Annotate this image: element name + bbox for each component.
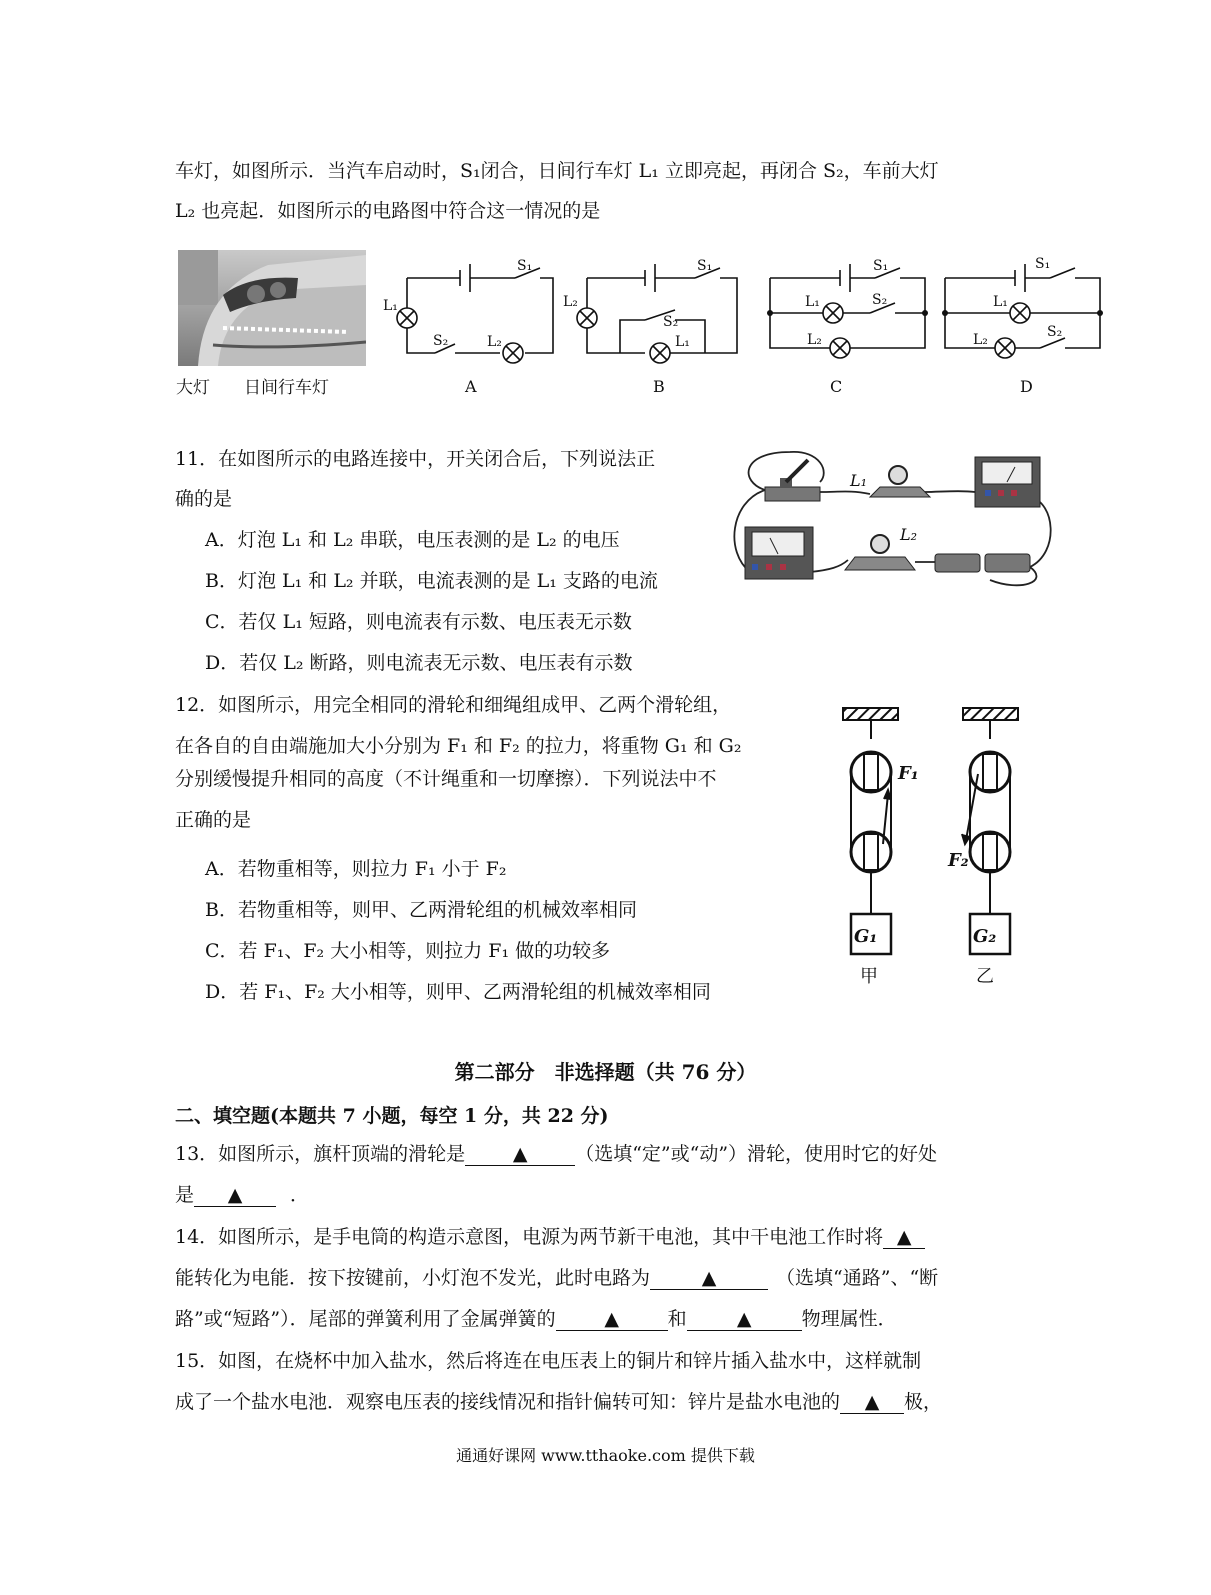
b-l2-label: L₂ (563, 294, 578, 310)
q13-line-1: 13．如图所示，旗杆顶端的滑轮是 ▲ （选填“定”或“动”）滑轮，使用时它的好处 (175, 1143, 938, 1165)
d-s2-label: S₂ (1047, 324, 1063, 340)
q15-blank-1[interactable]: ▲ (840, 1391, 904, 1414)
q14-blank-1[interactable]: ▲ (883, 1226, 925, 1249)
page-footer: 通通好课网 www.tthaoke.com 提供下载 (456, 1446, 755, 1465)
c-l1-label: L₁ (805, 294, 820, 310)
q12-fig-yi: 乙 (976, 966, 994, 987)
circuit-options-figure (375, 248, 1115, 398)
a-l2-label: L₂ (487, 334, 502, 350)
q15-line-1: 15．如图，在烧杯中加入盐水，然后将连在电压表上的铜片和锌片插入盐水中，这样就制 (175, 1350, 922, 1372)
car-headlight-photo (178, 250, 366, 366)
option-d-label: D (1020, 377, 1033, 396)
pulley-system-jia (843, 708, 898, 954)
d-l1-label: L₁ (993, 294, 1008, 310)
b-l1-label: L₁ (675, 334, 690, 350)
q12-option-b: B．若物重相等，则甲、乙两滑轮组的机械效率相同 (205, 899, 637, 921)
intro-line-2: L₂ 也亮起．如图所示的电路图中符合这一情况的是 (175, 200, 601, 222)
q12-stem-1: 12．如图所示，用完全相同的滑轮和细绳组成甲、乙两个滑轮组， (175, 694, 732, 716)
q12-option-d: D．若 F₁、F₂ 大小相等，则甲、乙两滑轮组的机械效率相同 (205, 981, 711, 1003)
q11-ammeter (745, 527, 813, 579)
q14-line-1: 14．如图所示，是手电筒的构造示意图，电源为两节新干电池，其中干电池工作时将 ▲ (175, 1224, 925, 1250)
a-s2-label: S₂ (433, 333, 449, 349)
q11-batteries (935, 554, 1030, 572)
part2-title: 第二部分 非选择题（共 76 分） (454, 1060, 757, 1084)
q11-fig-l1: L₁ (850, 471, 868, 490)
q11-voltmeter (975, 457, 1040, 507)
c-s1-label: S₁ (873, 258, 889, 274)
q11-stem-1: 11．在如图所示的电路连接中，开关闭合后，下列说法正 (175, 448, 656, 470)
q14-line-2: 能转化为电能．按下按键前，小灯泡不发光，此时电路为 ▲ （选填“通路”、“断 (175, 1267, 939, 1289)
q12-stem-2: 在各自的自由端施加大小分别为 F₁ 和 F₂ 的拉力，将重物 G₁ 和 G₂ (175, 735, 742, 757)
q12-option-a: A．若物重相等，则拉力 F₁ 小于 F₂ (205, 858, 507, 880)
q15-line-2: 成了一个盐水电池．观察电压表的接线情况和指针偏转可知：锌片是盐水电池的 ▲ 极， (175, 1391, 943, 1413)
option-c-label: C (830, 377, 843, 396)
q12-fig-f1: F₁ (898, 763, 919, 784)
q12-stem-4: 正确的是 (175, 809, 252, 831)
q12-fig-g1: G₁ (854, 926, 878, 947)
q11-option-d: D．若仅 L₂ 断路，则电流表无示数、电压表有示数 (205, 652, 633, 674)
q14-blank-4[interactable]: ▲ (687, 1308, 802, 1331)
circuit-b (577, 264, 737, 363)
intro-line-1: 车灯，如图所示．当汽车启动时，S₁闭合，日间行车灯 L₁ 立即亮起，再闭合 S₂，车前大灯 (175, 160, 939, 182)
c-s2-label: S₂ (872, 292, 888, 308)
q12-pulley-figure (838, 704, 1028, 994)
option-b-label: B (653, 377, 665, 396)
q14-line-3: 路”或“短路”）．尾部的弹簧利用了金属弹簧的 ▲ 和 ▲ 物理属性． (175, 1308, 897, 1330)
q12-fig-jia: 甲 (860, 966, 878, 987)
option-a-label: A (465, 377, 477, 396)
b-s2-label: S₂ (663, 314, 679, 330)
q14-blank-2[interactable]: ▲ (650, 1267, 768, 1290)
q11-option-c: C．若仅 L₁ 短路，则电流表有示数、电压表无示数 (205, 611, 632, 633)
q11-option-b: B．灯泡 L₁ 和 L₂ 并联，电流表测的是 L₁ 支路的电流 (205, 570, 658, 592)
pulley-system-yi (962, 708, 1018, 954)
q13-blank-1[interactable]: ▲ (465, 1143, 575, 1166)
c-l2-label: L₂ (807, 332, 822, 348)
d-l2-label: L₂ (973, 332, 988, 348)
q11-switch (765, 460, 820, 501)
q12-fig-g2: G₂ (973, 926, 997, 947)
q12-stem-3: 分别缓慢提升相同的高度（不计绳重和一切摩擦）．下列说法中不 (175, 768, 717, 790)
a-s1-label: S₁ (517, 258, 533, 274)
q12-fig-f2: F₂ (948, 850, 969, 871)
q12-option-c: C．若 F₁、F₂ 大小相等，则拉力 F₁ 做的功较多 (205, 940, 611, 962)
d-s1-label: S₁ (1035, 256, 1051, 272)
q11-fig-l2: L₂ (900, 525, 918, 544)
q13-blank-2[interactable]: ▲ (194, 1184, 276, 1207)
q11-circuit-photo (730, 442, 1060, 594)
q11-option-a: A．灯泡 L₁ 和 L₂ 串联，电压表测的是 L₂ 的电压 (205, 529, 620, 551)
circuit-d (945, 264, 1100, 358)
q11-lamp-l1 (870, 466, 930, 497)
q11-stem-2: 确的是 (175, 488, 233, 510)
photo-label-drl: 日间行车灯 (244, 378, 329, 398)
photo-label-headlight: 大灯 (176, 378, 210, 398)
q14-blank-3[interactable]: ▲ (556, 1308, 668, 1331)
circuit-c (770, 264, 925, 358)
part2-section-heading: 二、填空题(本题共 7 小题，每空 1 分，共 22 分) (175, 1105, 609, 1127)
q13-line-2: 是 ▲ ． (175, 1184, 310, 1206)
b-s1-label: S₁ (697, 258, 713, 274)
a-l1-label: L₁ (383, 298, 398, 314)
circuit-a (397, 264, 553, 363)
